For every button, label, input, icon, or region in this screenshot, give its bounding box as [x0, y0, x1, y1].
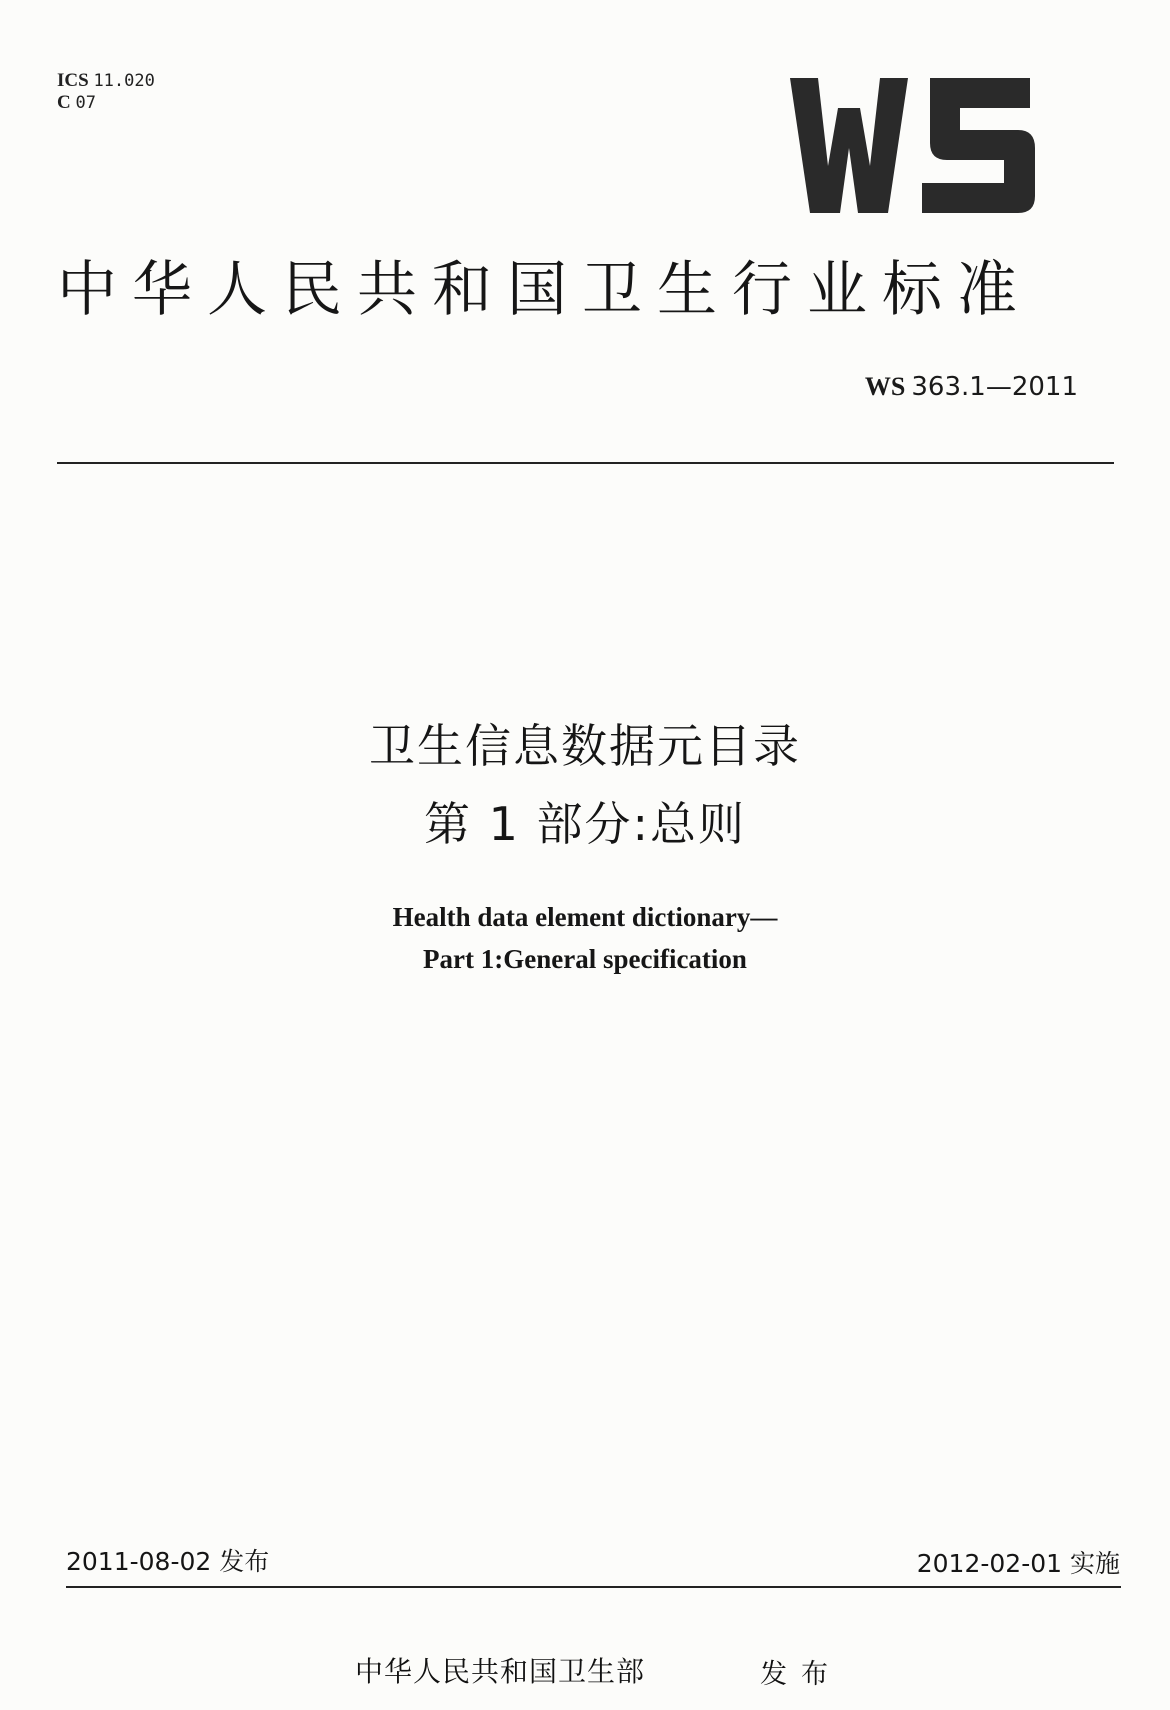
ics-label: ICS: [57, 70, 89, 91]
ics-code-line: [57, 70, 155, 92]
standard-number-prefix: WS: [864, 372, 906, 401]
document-title-cn-line2: 第 1 部分:总则: [423, 797, 746, 851]
document-title-cn-line1: 卫生信息数据元目录: [369, 719, 801, 773]
publisher-action: 发布: [760, 1659, 842, 1690]
ws-logo: [790, 78, 1035, 213]
ics-code: 11.020: [93, 71, 155, 91]
implementation-date: 2012-02-01 实施: [916, 1549, 1120, 1578]
publisher-name: 中华人民共和国卫生部: [355, 1655, 646, 1688]
issue-date: 2011-08-02 发布: [66, 1547, 270, 1576]
document-title-en-line1: Health data element dictionary—: [392, 902, 778, 932]
standard-number-value: 363.1—2011: [911, 372, 1078, 402]
ccs-code-line: [57, 92, 155, 114]
standard-number: [865, 372, 1078, 402]
document-title-en-line2: Part 1:General specification: [423, 944, 747, 974]
standard-category-title: 中华人民共和国卫生行业标准: [57, 255, 1032, 325]
classification-codes: [57, 70, 155, 114]
top-divider: [57, 462, 1114, 464]
bottom-divider: [66, 1586, 1121, 1588]
ccs-code: 07: [75, 93, 96, 113]
ccs-label: C: [57, 92, 71, 113]
